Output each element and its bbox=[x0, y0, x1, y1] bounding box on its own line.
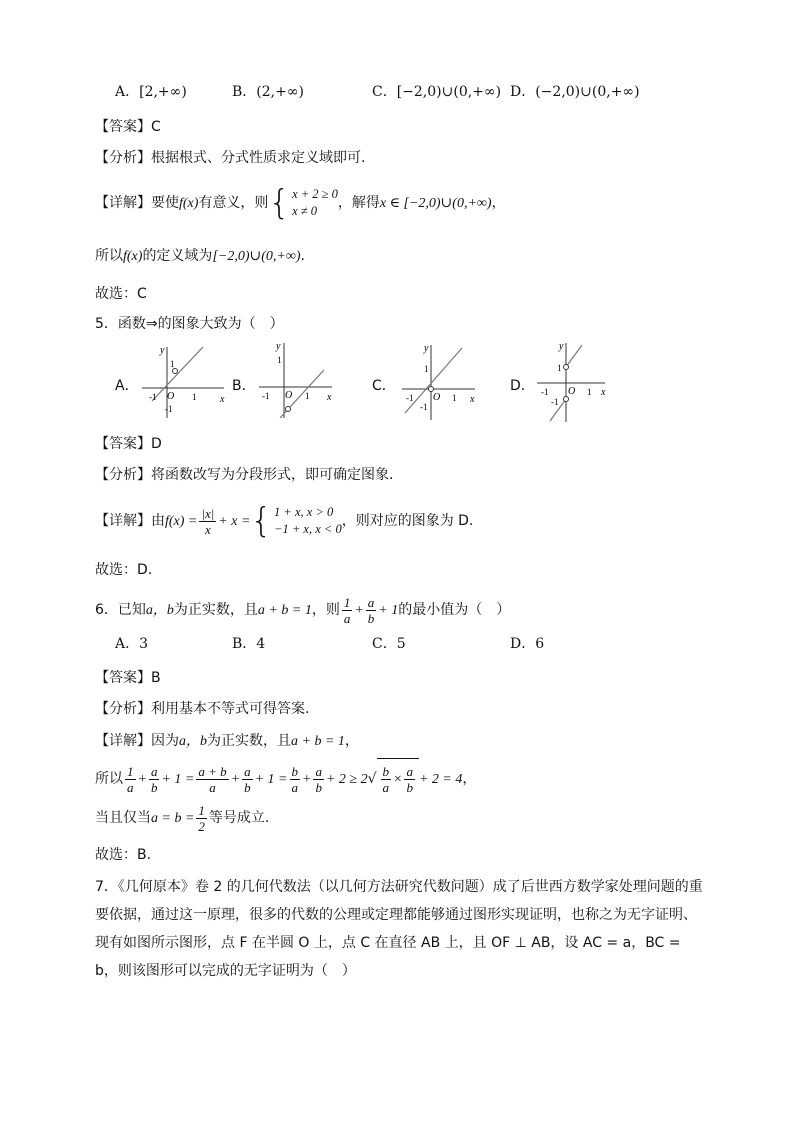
open-point bbox=[564, 365, 569, 370]
stem-text: 的最小值为（ ） bbox=[398, 602, 511, 618]
detail-text: ， bbox=[491, 195, 506, 211]
tick-label: 1 bbox=[424, 364, 429, 374]
fraction-denominator: a bbox=[382, 779, 390, 795]
math-text: + 2 ≥ 2 bbox=[325, 772, 368, 787]
fraction-denominator: b bbox=[367, 610, 375, 626]
answer-tag: 【答案】 bbox=[95, 436, 151, 452]
function-fx: f(x) bbox=[123, 249, 143, 264]
analysis-tag: 【分析】 bbox=[95, 467, 151, 483]
q6-detail bbox=[95, 731, 359, 752]
graph-d bbox=[535, 340, 615, 424]
system-row: x + 2 ≥ 0 bbox=[292, 187, 338, 201]
detail-text: ，解得 bbox=[337, 195, 380, 211]
fraction-numerator: b bbox=[382, 763, 390, 779]
math-text: + 1 = bbox=[161, 772, 195, 787]
case-row: −1 + x, x < 0 bbox=[274, 522, 342, 536]
detail-tag: 【详解】 bbox=[95, 733, 151, 749]
case-row: 1 + x, x > 0 bbox=[274, 505, 334, 519]
fraction bbox=[290, 764, 301, 795]
conclusion-text: 的定义域为 bbox=[142, 248, 213, 264]
fraction-denominator: a bbox=[291, 779, 298, 795]
q4-option-a: A．[2,+∞) bbox=[115, 84, 187, 100]
q6-choice: 故选：B. bbox=[95, 847, 152, 863]
inequality-system bbox=[292, 186, 338, 220]
fraction-numerator: a bbox=[315, 763, 322, 779]
fraction-denominator: b bbox=[406, 779, 413, 795]
fraction bbox=[381, 764, 392, 795]
solution-set: x ∈ [−2,0)∪(0,+∞) bbox=[379, 196, 492, 211]
q6-option-d: D．6 bbox=[510, 636, 545, 652]
fraction bbox=[313, 764, 324, 795]
q5-detail bbox=[95, 502, 473, 541]
tick-label: 1 bbox=[452, 393, 457, 403]
y-label: y bbox=[559, 341, 564, 352]
fraction-denominator: 2 bbox=[198, 818, 205, 834]
system-row: x ≠ 0 bbox=[292, 204, 317, 218]
math-text: + bbox=[354, 603, 364, 618]
tick-label: -1 bbox=[541, 387, 549, 397]
tick-label: -1 bbox=[165, 404, 173, 414]
analysis-tag: 【分析】 bbox=[95, 701, 151, 717]
fraction-denominator: b bbox=[244, 779, 251, 795]
y-label: y bbox=[424, 343, 429, 354]
tick-label: -1 bbox=[406, 393, 414, 403]
detail-text: 要使 bbox=[151, 195, 179, 211]
fraction-numerator: a bbox=[150, 763, 158, 779]
tick-label: 1 bbox=[305, 391, 310, 401]
function-fx: f(x) = bbox=[165, 514, 198, 529]
q6-answer bbox=[95, 668, 161, 688]
fraction-numerator: 1 bbox=[127, 763, 134, 779]
detail-tag: 【详解】 bbox=[95, 513, 151, 529]
q5-analysis bbox=[95, 465, 393, 485]
x-label: x bbox=[601, 387, 606, 398]
origin-label: O bbox=[568, 386, 576, 397]
x-label: x bbox=[220, 394, 225, 405]
abs-fraction bbox=[199, 506, 216, 537]
conclusion-text: . bbox=[300, 248, 305, 264]
math-text: + 2 = 4 bbox=[418, 772, 463, 787]
stem-text: 6．已知 bbox=[95, 602, 146, 618]
stem-text: 为正实数，且 bbox=[173, 602, 258, 618]
tick-label: -1 bbox=[420, 402, 428, 412]
math-text: a + b = 1 bbox=[257, 603, 312, 618]
math-text: × bbox=[393, 772, 403, 787]
math-text: + 1 bbox=[378, 603, 399, 618]
function-fx: f(x) bbox=[179, 196, 199, 211]
fraction-numerator: a bbox=[244, 763, 251, 779]
tick-label: 1 bbox=[170, 359, 175, 369]
fraction bbox=[404, 764, 415, 795]
answer-value: C bbox=[151, 119, 161, 135]
fraction bbox=[242, 764, 253, 795]
y-label: y bbox=[276, 341, 281, 352]
piecewise-cases bbox=[274, 504, 342, 538]
math-text: + bbox=[230, 772, 241, 787]
tick-label: -1 bbox=[149, 392, 157, 402]
math-text: + bbox=[137, 772, 147, 787]
fraction-numerator: a bbox=[406, 763, 413, 779]
detail-tag: 【详解】 bbox=[95, 195, 151, 211]
detail-text: ， bbox=[344, 733, 359, 749]
x-label: x bbox=[327, 392, 332, 403]
q6-equality bbox=[95, 800, 269, 837]
origin-label: O bbox=[285, 390, 293, 401]
analysis-text: 根据根式、分式性质求定义域即可. bbox=[151, 150, 366, 166]
math-text: a + b = 1 bbox=[291, 734, 345, 749]
q5-stem: 5．函数⇒的图象大致为（ ） bbox=[95, 316, 284, 332]
domain-set: [−2,0)∪(0,+∞) bbox=[212, 249, 301, 264]
fraction bbox=[149, 764, 160, 795]
q4-choice: 故选：C bbox=[95, 286, 147, 302]
radical-sign-icon: √ bbox=[367, 771, 377, 787]
fraction bbox=[196, 764, 228, 795]
open-point bbox=[429, 387, 434, 392]
open-point bbox=[173, 369, 178, 374]
open-point bbox=[564, 397, 569, 402]
fraction bbox=[366, 595, 377, 626]
math-text: + 1 = bbox=[254, 772, 288, 787]
equality-text: 当且仅当 bbox=[95, 810, 151, 826]
fraction-denominator: b bbox=[315, 779, 322, 795]
origin-label: O bbox=[433, 392, 441, 403]
q6-stem bbox=[95, 594, 510, 627]
fraction-denominator: x bbox=[204, 521, 211, 537]
analysis-text: 利用基本不等式可得答案. bbox=[151, 701, 310, 717]
analysis-tag: 【分析】 bbox=[95, 150, 151, 166]
open-point bbox=[286, 407, 291, 412]
q4-detail bbox=[95, 184, 506, 223]
chain-text: 所以 bbox=[95, 771, 123, 787]
q5-choice: 故选：D. bbox=[95, 562, 153, 578]
math-text: + bbox=[302, 772, 312, 787]
y-label: y bbox=[160, 345, 165, 356]
fraction-denominator: a bbox=[127, 779, 134, 795]
q4-option-c: C．[−2,0)∪(0,+∞) bbox=[372, 84, 502, 100]
fraction-numerator: |x| bbox=[201, 505, 215, 521]
conclusion-text: 所以 bbox=[95, 248, 123, 264]
q5-answer bbox=[95, 434, 162, 454]
answer-value: D bbox=[151, 436, 162, 452]
system-brace: { bbox=[268, 183, 291, 223]
q5-option-c: C． bbox=[372, 378, 396, 394]
q5-option-a: A． bbox=[115, 378, 139, 394]
q4-answer bbox=[95, 117, 161, 137]
fraction-numerator: 1 bbox=[198, 802, 205, 818]
piecewise-brace: { bbox=[250, 501, 273, 541]
q4-conclusion bbox=[95, 246, 305, 267]
detail-text: 有意义，则 bbox=[198, 195, 269, 211]
q6-option-c: C．5 bbox=[372, 636, 406, 652]
fraction-denominator: a bbox=[209, 779, 216, 795]
q6-option-a: A．3 bbox=[115, 636, 149, 652]
origin-label: O bbox=[167, 391, 175, 402]
fraction-denominator: b bbox=[150, 779, 158, 795]
square-root bbox=[368, 758, 419, 800]
graph-line bbox=[566, 345, 582, 367]
fraction bbox=[196, 803, 207, 834]
math-text: a，b bbox=[179, 734, 207, 749]
fraction bbox=[125, 764, 136, 795]
answer-tag: 【答案】 bbox=[95, 119, 151, 135]
q6-chain bbox=[95, 758, 476, 800]
fraction bbox=[342, 595, 353, 626]
x-label: x bbox=[470, 394, 475, 405]
tick-label: -1 bbox=[551, 397, 559, 407]
math-text: + x = bbox=[218, 514, 251, 529]
tick-label: -1 bbox=[262, 391, 270, 401]
detail-text: 由 bbox=[151, 513, 165, 529]
q6-option-b: B．4 bbox=[232, 636, 266, 652]
fraction-denominator: a bbox=[343, 610, 351, 626]
graph-line bbox=[405, 348, 462, 413]
detail-text: 为正实数，且 bbox=[207, 733, 291, 749]
math-text: a = b = bbox=[151, 811, 195, 826]
fraction-numerator: a + b bbox=[198, 763, 227, 779]
q4-analysis bbox=[95, 148, 365, 168]
tick-label: 1 bbox=[587, 387, 592, 397]
answer-value: B bbox=[151, 670, 161, 686]
chain-text: ， bbox=[462, 771, 477, 787]
q7-stem: 7．《几何原本》卷 2 的几何代数法（以几何方法研究代数问题）成了后世西方数学家处理问题的重要依据，通过这一原理，很多的代数的公理或定理都能够通过图形实现证明，也称之为无字证明、现有如图所示图形，点 F 在半圆 O 上，点 C 在直径 AB 上，且 OF ⊥ AB，设 AC = a，BC = b，则该图形可以完成的无字证明为（ ） bbox=[95, 879, 703, 979]
q4-option-b: B．(2,+∞) bbox=[232, 84, 304, 100]
detail-text: 因为 bbox=[151, 733, 179, 749]
fraction-numerator: b bbox=[291, 763, 298, 779]
equality-text: 等号成立. bbox=[208, 810, 270, 826]
tick-label: 1 bbox=[277, 355, 282, 365]
fraction-numerator: a bbox=[367, 594, 375, 610]
graph-b bbox=[257, 340, 337, 420]
stem-text: ，则 bbox=[311, 602, 340, 618]
q5-option-b: B． bbox=[232, 378, 256, 394]
q5-option-d: D． bbox=[510, 378, 535, 394]
q6-analysis bbox=[95, 699, 309, 719]
answer-tag: 【答案】 bbox=[95, 670, 151, 686]
graph-c bbox=[400, 342, 480, 422]
analysis-text: 将函数改写为分段形式，即可确定图象. bbox=[151, 467, 394, 483]
tick-label: 1 bbox=[192, 392, 197, 402]
graph-a bbox=[140, 344, 230, 420]
q4-option-d: D．(−2,0)∪(0,+∞) bbox=[510, 84, 640, 100]
fraction-numerator: 1 bbox=[343, 594, 351, 610]
tick-label: 1 bbox=[557, 363, 562, 373]
detail-text: ，则对应的图象为 D. bbox=[341, 513, 474, 529]
math-text: a，b bbox=[145, 603, 174, 618]
